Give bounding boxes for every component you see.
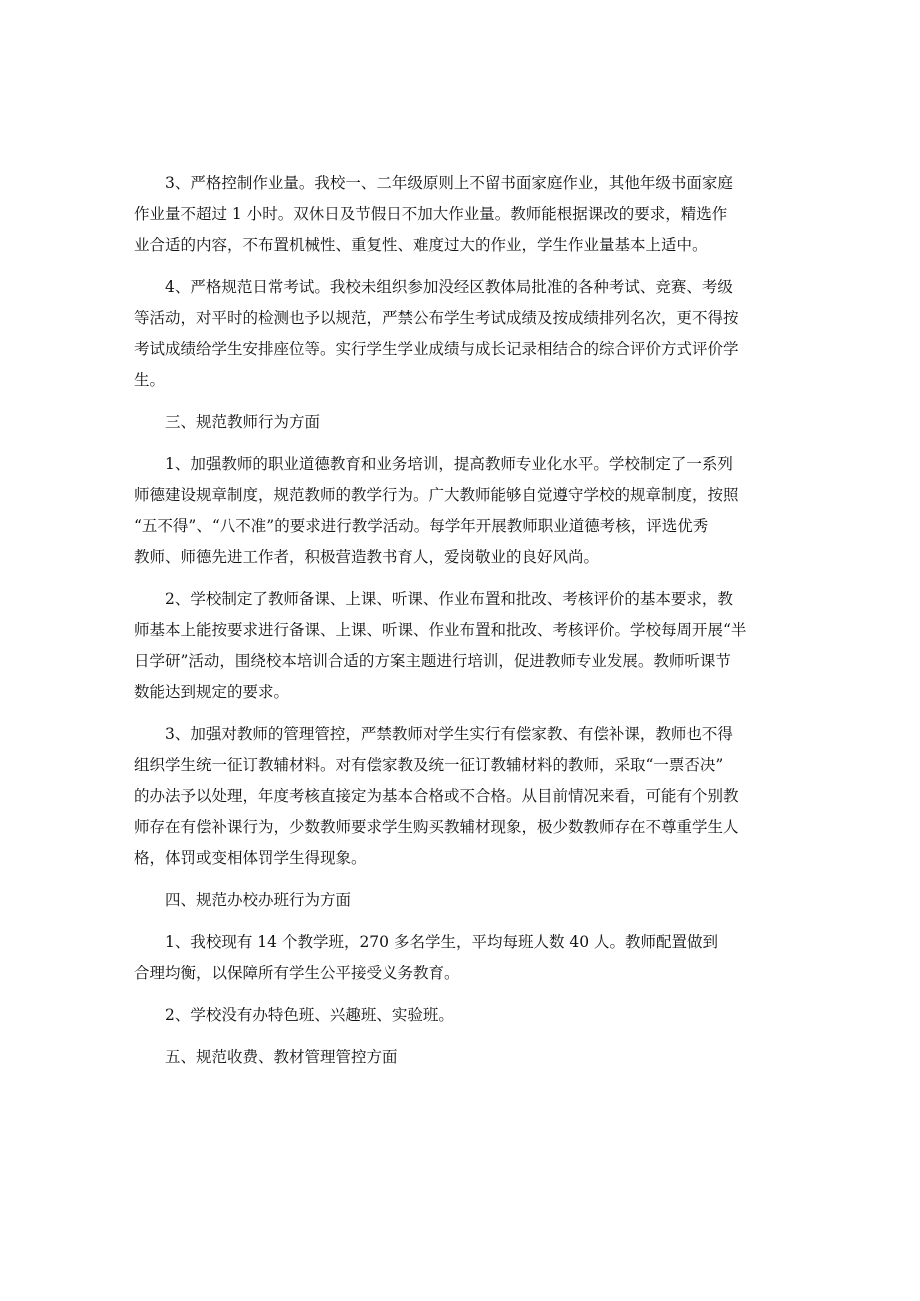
text-line: 3、严格控制作业量。我校一、二年级原则上不留书面家庭作业，其他年级书面家庭 bbox=[165, 174, 733, 192]
section-heading bbox=[134, 885, 788, 916]
text-line: 数能达到规定的要求。 bbox=[134, 683, 290, 701]
text-line: 师基本上能按要求进行备课、上课、听课、作业布置和批改、考核评价。学校每周开展“半 bbox=[134, 621, 747, 639]
text-line: 3、加强对教师的管理管控，严禁教师对学生实行有偿家教、有偿补课，教师也不得 bbox=[165, 725, 733, 743]
text-line: 1、我校现有 14 个教学班，270 多名学生，平均每班人数 40 人。教师配置做到 bbox=[165, 933, 719, 951]
text-line: 考试成绩给学生安排座位等。实行学生学业成绩与成长记录相结合的综合评价方式评价学 bbox=[134, 340, 739, 358]
paragraph bbox=[134, 1000, 788, 1031]
paragraph bbox=[134, 584, 788, 708]
text-line: 教师、师德先进工作者，积极营造教书育人，爱岗敬业的良好风尚。 bbox=[134, 548, 600, 566]
text-line: 作业量不超过 1 小时。双休日及节假日不加大作业量。教师能根据课改的要求，精选作 bbox=[134, 205, 728, 223]
text-line: 合理均衡，以保障所有学生公平接受义务教育。 bbox=[134, 964, 460, 982]
section-heading bbox=[134, 407, 788, 438]
document-body bbox=[134, 168, 788, 1084]
text-line: 日学研”活动，围绕校本培训合适的方案主题进行培训，促进教师专业发展。教师听课节 bbox=[134, 652, 731, 670]
text-line: 4、严格规范日常考试。我校未组织参加没经区教体局批准的各种考试、竞赛、考级 bbox=[165, 278, 733, 296]
paragraph bbox=[134, 168, 788, 261]
text-line: 1、加强教师的职业道德教育和业务培训，提高教师专业化水平。学校制定了一系列 bbox=[165, 455, 733, 473]
text-line: 五、规范收费、教材管理管控方面 bbox=[165, 1048, 398, 1066]
text-line: 四、规范办校办班行为方面 bbox=[165, 891, 352, 909]
text-line: 2、学校没有办特色班、兴趣班、实验班。 bbox=[165, 1006, 454, 1024]
paragraph bbox=[134, 272, 788, 396]
paragraph bbox=[134, 449, 788, 573]
text-line: 2、学校制定了教师备课、上课、听课、作业布置和批改、考核评价的基本要求，教 bbox=[165, 590, 733, 608]
text-line: 的办法予以处理，年度考核直接定为基本合格或不合格。从目前情况来看，可能有个别教 bbox=[134, 787, 739, 805]
text-line: 三、规范教师行为方面 bbox=[165, 413, 321, 431]
text-line: 等活动，对平时的检测也予以规范，严禁公布学生考试成绩及按成绩排列名次，更不得按 bbox=[134, 309, 739, 327]
text-line: 格，体罚或变相体罚学生得现象。 bbox=[134, 849, 367, 867]
text-line: 生。 bbox=[134, 371, 166, 389]
section-heading bbox=[134, 1042, 788, 1073]
text-line: 业合适的内容，不布置机械性、重复性、难度过大的作业，学生作业量基本上适中。 bbox=[134, 236, 708, 254]
text-line: 组织学生统一征订教辅材料。对有偿家教及统一征订教辅材料的教师，采取“一票否决” bbox=[134, 756, 724, 774]
text-line: 师德建设规章制度，规范教师的教学行为。广大教师能够自觉遵守学校的规章制度，按照 bbox=[134, 486, 739, 504]
paragraph bbox=[134, 719, 788, 874]
text-line: 师存在有偿补课行为，少数教师要求学生购买教辅材现象，极少数教师存在不尊重学生人 bbox=[134, 818, 739, 836]
paragraph bbox=[134, 927, 788, 989]
text-line: “五不得”、“八不准”的要求进行教学活动。每学年开展教师职业道德考核，评选优秀 bbox=[134, 517, 709, 535]
